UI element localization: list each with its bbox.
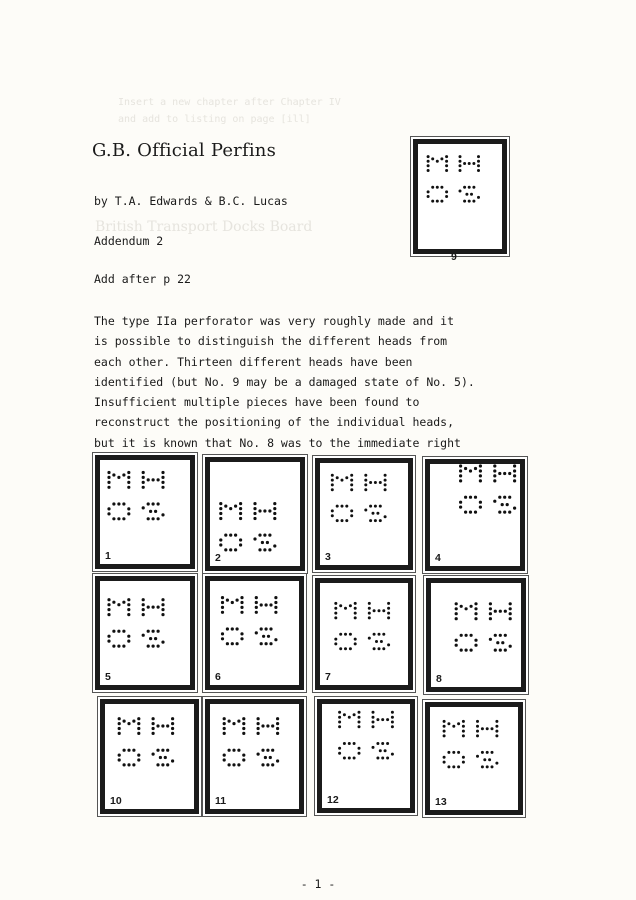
perfin-holes xyxy=(418,144,502,249)
perfin-stamp-12 xyxy=(317,699,415,813)
show-through-line-1: Insert a new chapter after Chapter IV xyxy=(118,97,341,108)
add-after-label: Add after p 22 xyxy=(94,272,191,286)
body-paragraph: The type IIa perforator was very roughly made and it is possible to distinguish the different heads from each other. Thirteen different heads have been identified (but No. 9 may be a damaged state of No. 5). Insufficient multiple pieces have been found to reconstruct the positioning of the individual heads, but it is known that No. 8 was to the immediate right xyxy=(94,314,475,450)
stamp-label-9: 9 xyxy=(451,251,457,263)
perfin-holes xyxy=(430,464,520,566)
perfin-holes xyxy=(210,581,299,685)
perfin-stamp-5 xyxy=(95,576,195,690)
perfin-stamp-4 xyxy=(425,459,525,571)
perfin-stamp-1 xyxy=(95,455,195,569)
stamp-label-11: 11 xyxy=(215,795,227,807)
perfin-holes xyxy=(322,704,410,808)
perfin-stamp-13 xyxy=(425,702,523,815)
show-through-line-2: and add to listing on page [ill] xyxy=(118,114,311,125)
stamp-label-5: 5 xyxy=(105,671,111,683)
perfin-holes xyxy=(320,583,408,685)
document-title: G.B. Official Perfins xyxy=(92,140,277,161)
stamp-label-4: 4 xyxy=(435,552,441,564)
perfin-stamp-10 xyxy=(100,699,199,814)
stamp-label-8: 8 xyxy=(436,673,442,685)
addendum-label: Addendum 2 xyxy=(94,234,164,248)
perfin-holes xyxy=(431,583,521,687)
stamp-label-2: 2 xyxy=(215,552,221,564)
page-number: - 1 - xyxy=(300,877,336,891)
perfin-stamp-7 xyxy=(315,578,413,690)
perfin-holes xyxy=(100,460,190,564)
perfin-holes xyxy=(430,707,518,810)
perfin-holes xyxy=(210,704,299,809)
stamp-label-13: 13 xyxy=(435,796,447,808)
show-through-heading: British Transport Docks Board xyxy=(95,219,313,235)
perfin-stamp-6 xyxy=(205,576,304,690)
perfin-stamp-9 xyxy=(413,139,507,254)
perfin-holes xyxy=(100,581,190,685)
perfin-holes xyxy=(105,704,194,809)
stamp-label-10: 10 xyxy=(110,795,122,807)
stamp-label-3: 3 xyxy=(325,551,331,563)
perfin-stamp-3 xyxy=(315,458,413,570)
stamp-label-1: 1 xyxy=(105,550,111,562)
perfin-stamp-8 xyxy=(426,578,526,692)
perfin-stamp-2 xyxy=(205,457,305,571)
stamp-label-12: 12 xyxy=(327,794,339,806)
authors: by T.A. Edwards & B.C. Lucas xyxy=(94,194,288,208)
perfin-holes xyxy=(320,463,408,565)
stamp-label-7: 7 xyxy=(325,671,331,683)
perfin-holes xyxy=(210,462,300,566)
perfin-stamp-11 xyxy=(205,699,304,814)
stamp-label-6: 6 xyxy=(215,671,221,683)
